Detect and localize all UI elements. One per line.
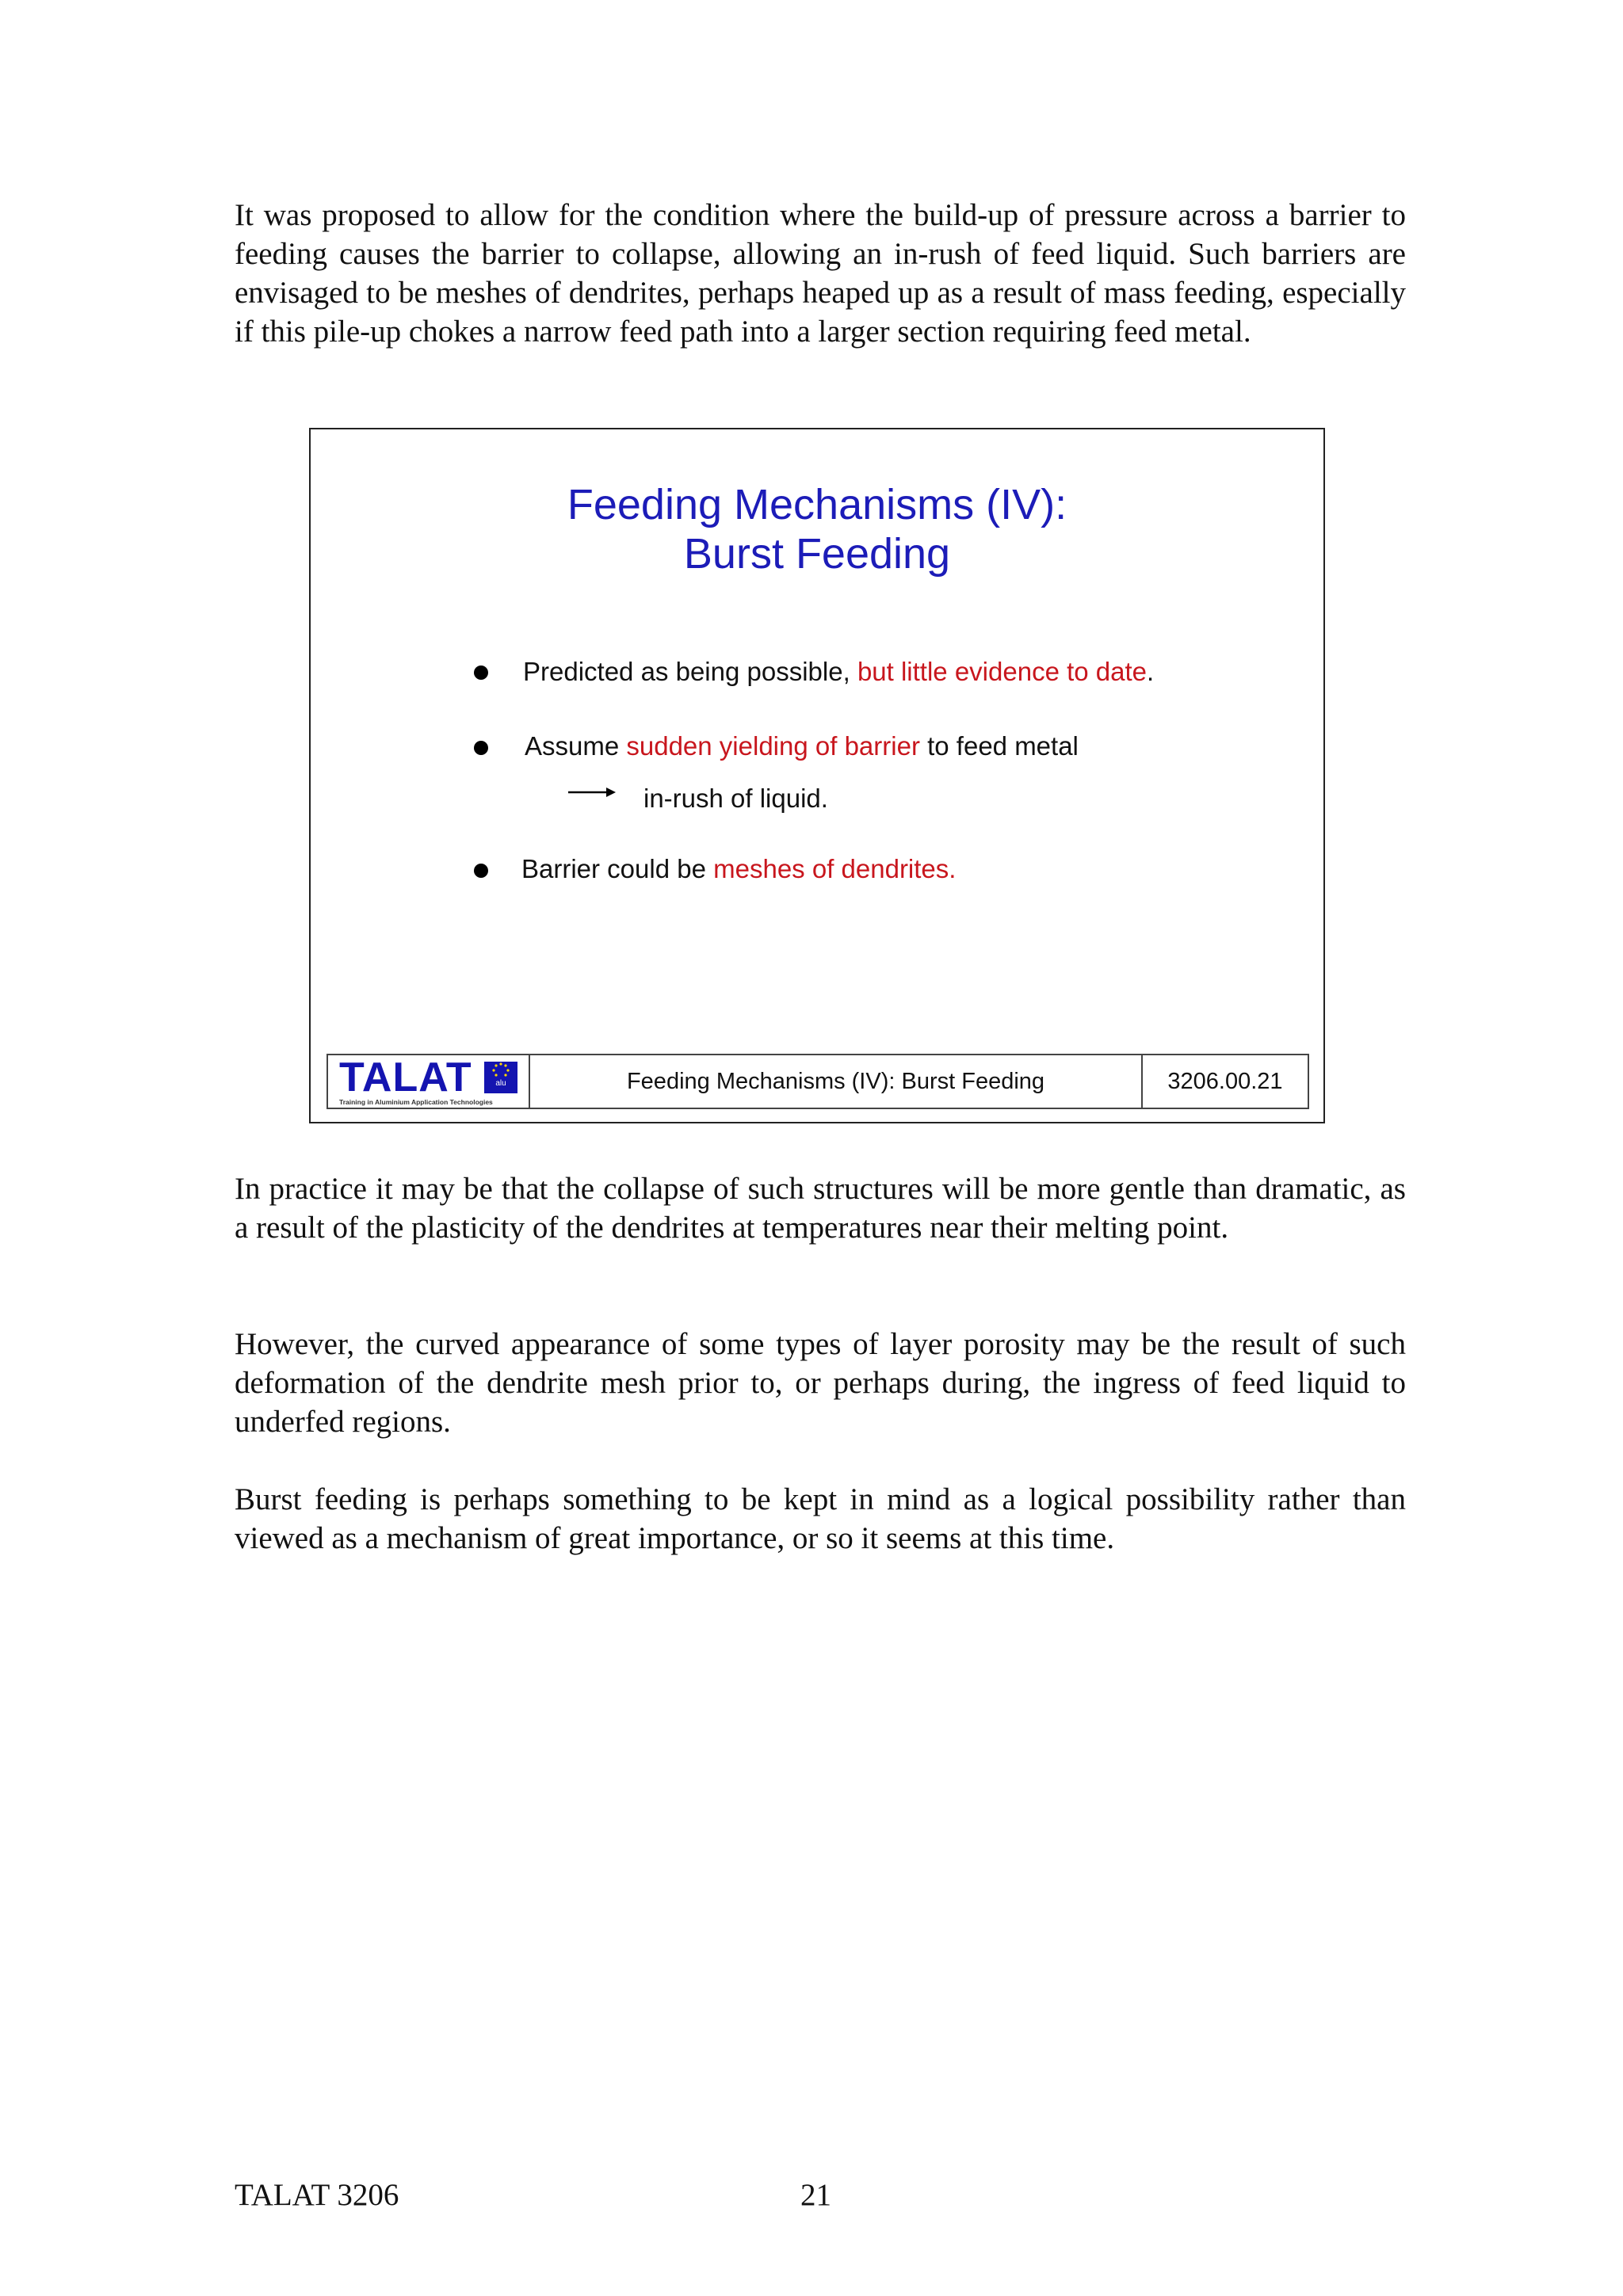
slide-title-line-2: Burst Feeding <box>683 530 951 578</box>
paragraph-4: Burst feeding is perhaps something to be kept in mind as a logical possibility rather than viewed as a mechanism of great importance, or so it seems at this time. <box>235 1482 1406 1555</box>
bullet-3-highlight: meshes of dendrites. <box>713 854 957 883</box>
eu-flag-icon <box>484 1062 517 1093</box>
talat-logo-text: TALAT <box>339 1055 472 1100</box>
paragraph-3: However, the curved appearance of some types of layer porosity may be the result of such deformation of the dendrite mesh prior to, or perhaps during, the ingress of feed liquid to underfed regions. <box>235 1327 1406 1439</box>
bullet-2-end: to feed metal <box>919 731 1079 761</box>
bullet-1-end: . <box>1147 657 1155 686</box>
slide-bullet-1 <box>523 656 1154 688</box>
slide-bullet-2-sub: in-rush of liquid. <box>643 784 828 813</box>
bullet-2-text: Assume <box>525 731 627 761</box>
slide-footer-title: Feeding Mechanisms (IV): Burst Feeding <box>530 1055 1143 1108</box>
bullet-dot-icon <box>474 666 488 680</box>
bullet-dot-icon <box>474 741 488 755</box>
talat-logo-subtitle: Training in Aluminium Application Technologies <box>339 1098 493 1106</box>
bullet-3-text: Barrier could be <box>521 854 714 883</box>
talat-logo <box>328 1055 530 1108</box>
bullet-1-text: Predicted as being possible, <box>523 657 857 686</box>
slide-bullet-3 <box>521 853 956 885</box>
slide-bullet-2 <box>525 730 1079 762</box>
slide-figure <box>309 428 1325 1123</box>
slide-footer <box>327 1054 1309 1109</box>
slide-title-line-1: Feeding Mechanisms (IV): <box>567 481 1067 528</box>
bullet-dot-icon <box>474 864 488 878</box>
bullet-1-highlight: but little evidence to date <box>857 657 1148 686</box>
arrow-right-icon <box>568 784 616 800</box>
paragraph-1: It was proposed to allow for the condition where the build-up of pressure across a barrier to feeding causes the barrier to collapse, allowing an in-rush of feed liquid. Such barriers are envisaged to be meshes of dendrites, perhaps heaped up as a result of mass feeding, especially if this pile-up chokes a narrow feed path into a larger section requiring feed metal. <box>235 198 1406 349</box>
page-footer-doc-id: TALAT 3206 <box>235 2178 399 2212</box>
page-number: 21 <box>800 2178 831 2212</box>
logo-flag-label: alu <box>495 1079 506 1088</box>
paragraph-2: In practice it may be that the collapse of such structures will be more gentle than dramatic, as a result of the plasticity of the dendrites at temperatures near their melting point. <box>235 1172 1406 1245</box>
bullet-2-highlight: sudden yielding of barrier <box>626 731 920 761</box>
slide-footer-code: 3206.00.21 <box>1167 1068 1283 1094</box>
